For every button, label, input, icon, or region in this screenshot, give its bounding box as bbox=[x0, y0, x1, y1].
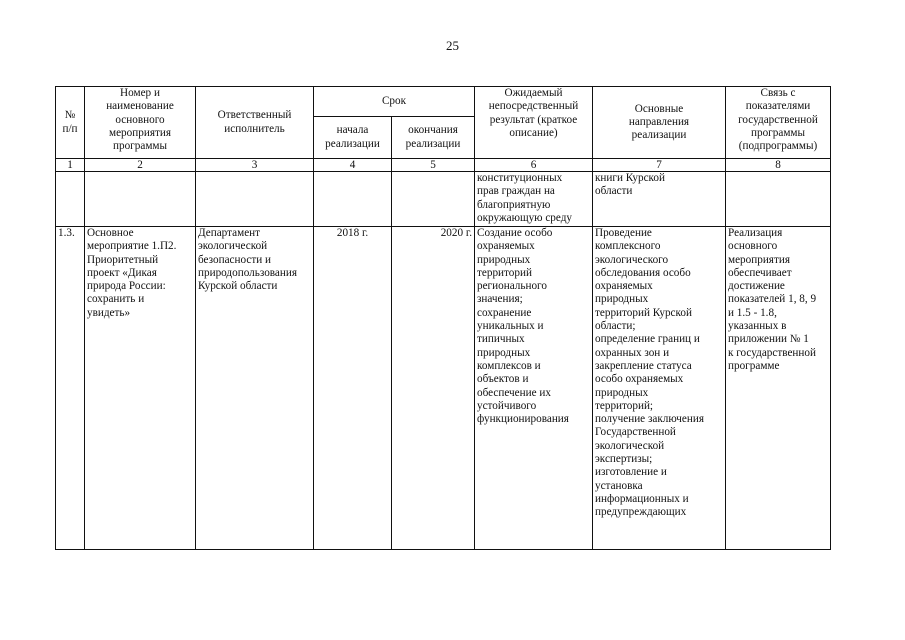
row-name: Основное мероприятие 1.П2. Приоритетный проект «Дикая природа России: сохранить и увидеть» bbox=[85, 227, 196, 550]
column-number: 8 bbox=[726, 159, 831, 172]
row-executor: Департамент экологической безопасности и природопользования Курской области bbox=[196, 227, 314, 550]
column-number: 4 bbox=[314, 159, 392, 172]
page-number: 25 bbox=[446, 38, 459, 53]
header-num: № п/п bbox=[56, 87, 85, 159]
table-row bbox=[56, 227, 831, 550]
column-number: 6 bbox=[475, 159, 593, 172]
header-result: Ожидаемый непосредственный результат (краткое описание) bbox=[475, 87, 593, 159]
column-number: 5 bbox=[392, 159, 475, 172]
row-start: 2018 г. bbox=[314, 227, 392, 550]
row-num: 1.3. bbox=[56, 227, 85, 550]
header-end: окончания реализации bbox=[392, 117, 475, 159]
row-result: Создание особо охраняемых природных территорий регионального значения; сохранение уникальных и типичных природных комплексов и объектов и обеспечение их устойчивого функционирования bbox=[475, 227, 593, 550]
row-end: 2020 г. bbox=[392, 227, 475, 550]
row-directions: Проведение комплексного экологического обследования особо охраняемых природных территорий Курской области; определение границ и охранных зон и закрепление статуса особо охраняемых природных территорий; получение заключения Государственной экологической экспертизы; изготовление и установка информационных и предупреждающих bbox=[593, 227, 726, 550]
row-link: Реализация основного мероприятия обеспечивает достижение показателей 1, 8, 9 и 1.5 - 1.8, указанных в приложении № 1 к государственной программе bbox=[726, 227, 831, 550]
column-number: 1 bbox=[56, 159, 85, 172]
continuation-row bbox=[56, 172, 831, 227]
column-number: 7 bbox=[593, 159, 726, 172]
header-link: Связь с показателями государственной программы (подпрограммы) bbox=[726, 87, 831, 159]
continuation-directions: книги Курской области bbox=[593, 172, 726, 227]
header-executor: Ответственный исполнитель bbox=[196, 87, 314, 159]
header-name: Номер и наименование основного мероприятия программы bbox=[85, 87, 196, 159]
column-number: 3 bbox=[196, 159, 314, 172]
column-number-row bbox=[56, 159, 831, 172]
measures-table bbox=[55, 86, 831, 550]
header-directions: Основные направления реализации bbox=[593, 87, 726, 159]
continuation-result: конституционных прав граждан на благоприятную окружающую среду bbox=[475, 172, 593, 227]
header-term: Срок bbox=[314, 87, 475, 117]
column-number: 2 bbox=[85, 159, 196, 172]
header-start: начала реализации bbox=[314, 117, 392, 159]
